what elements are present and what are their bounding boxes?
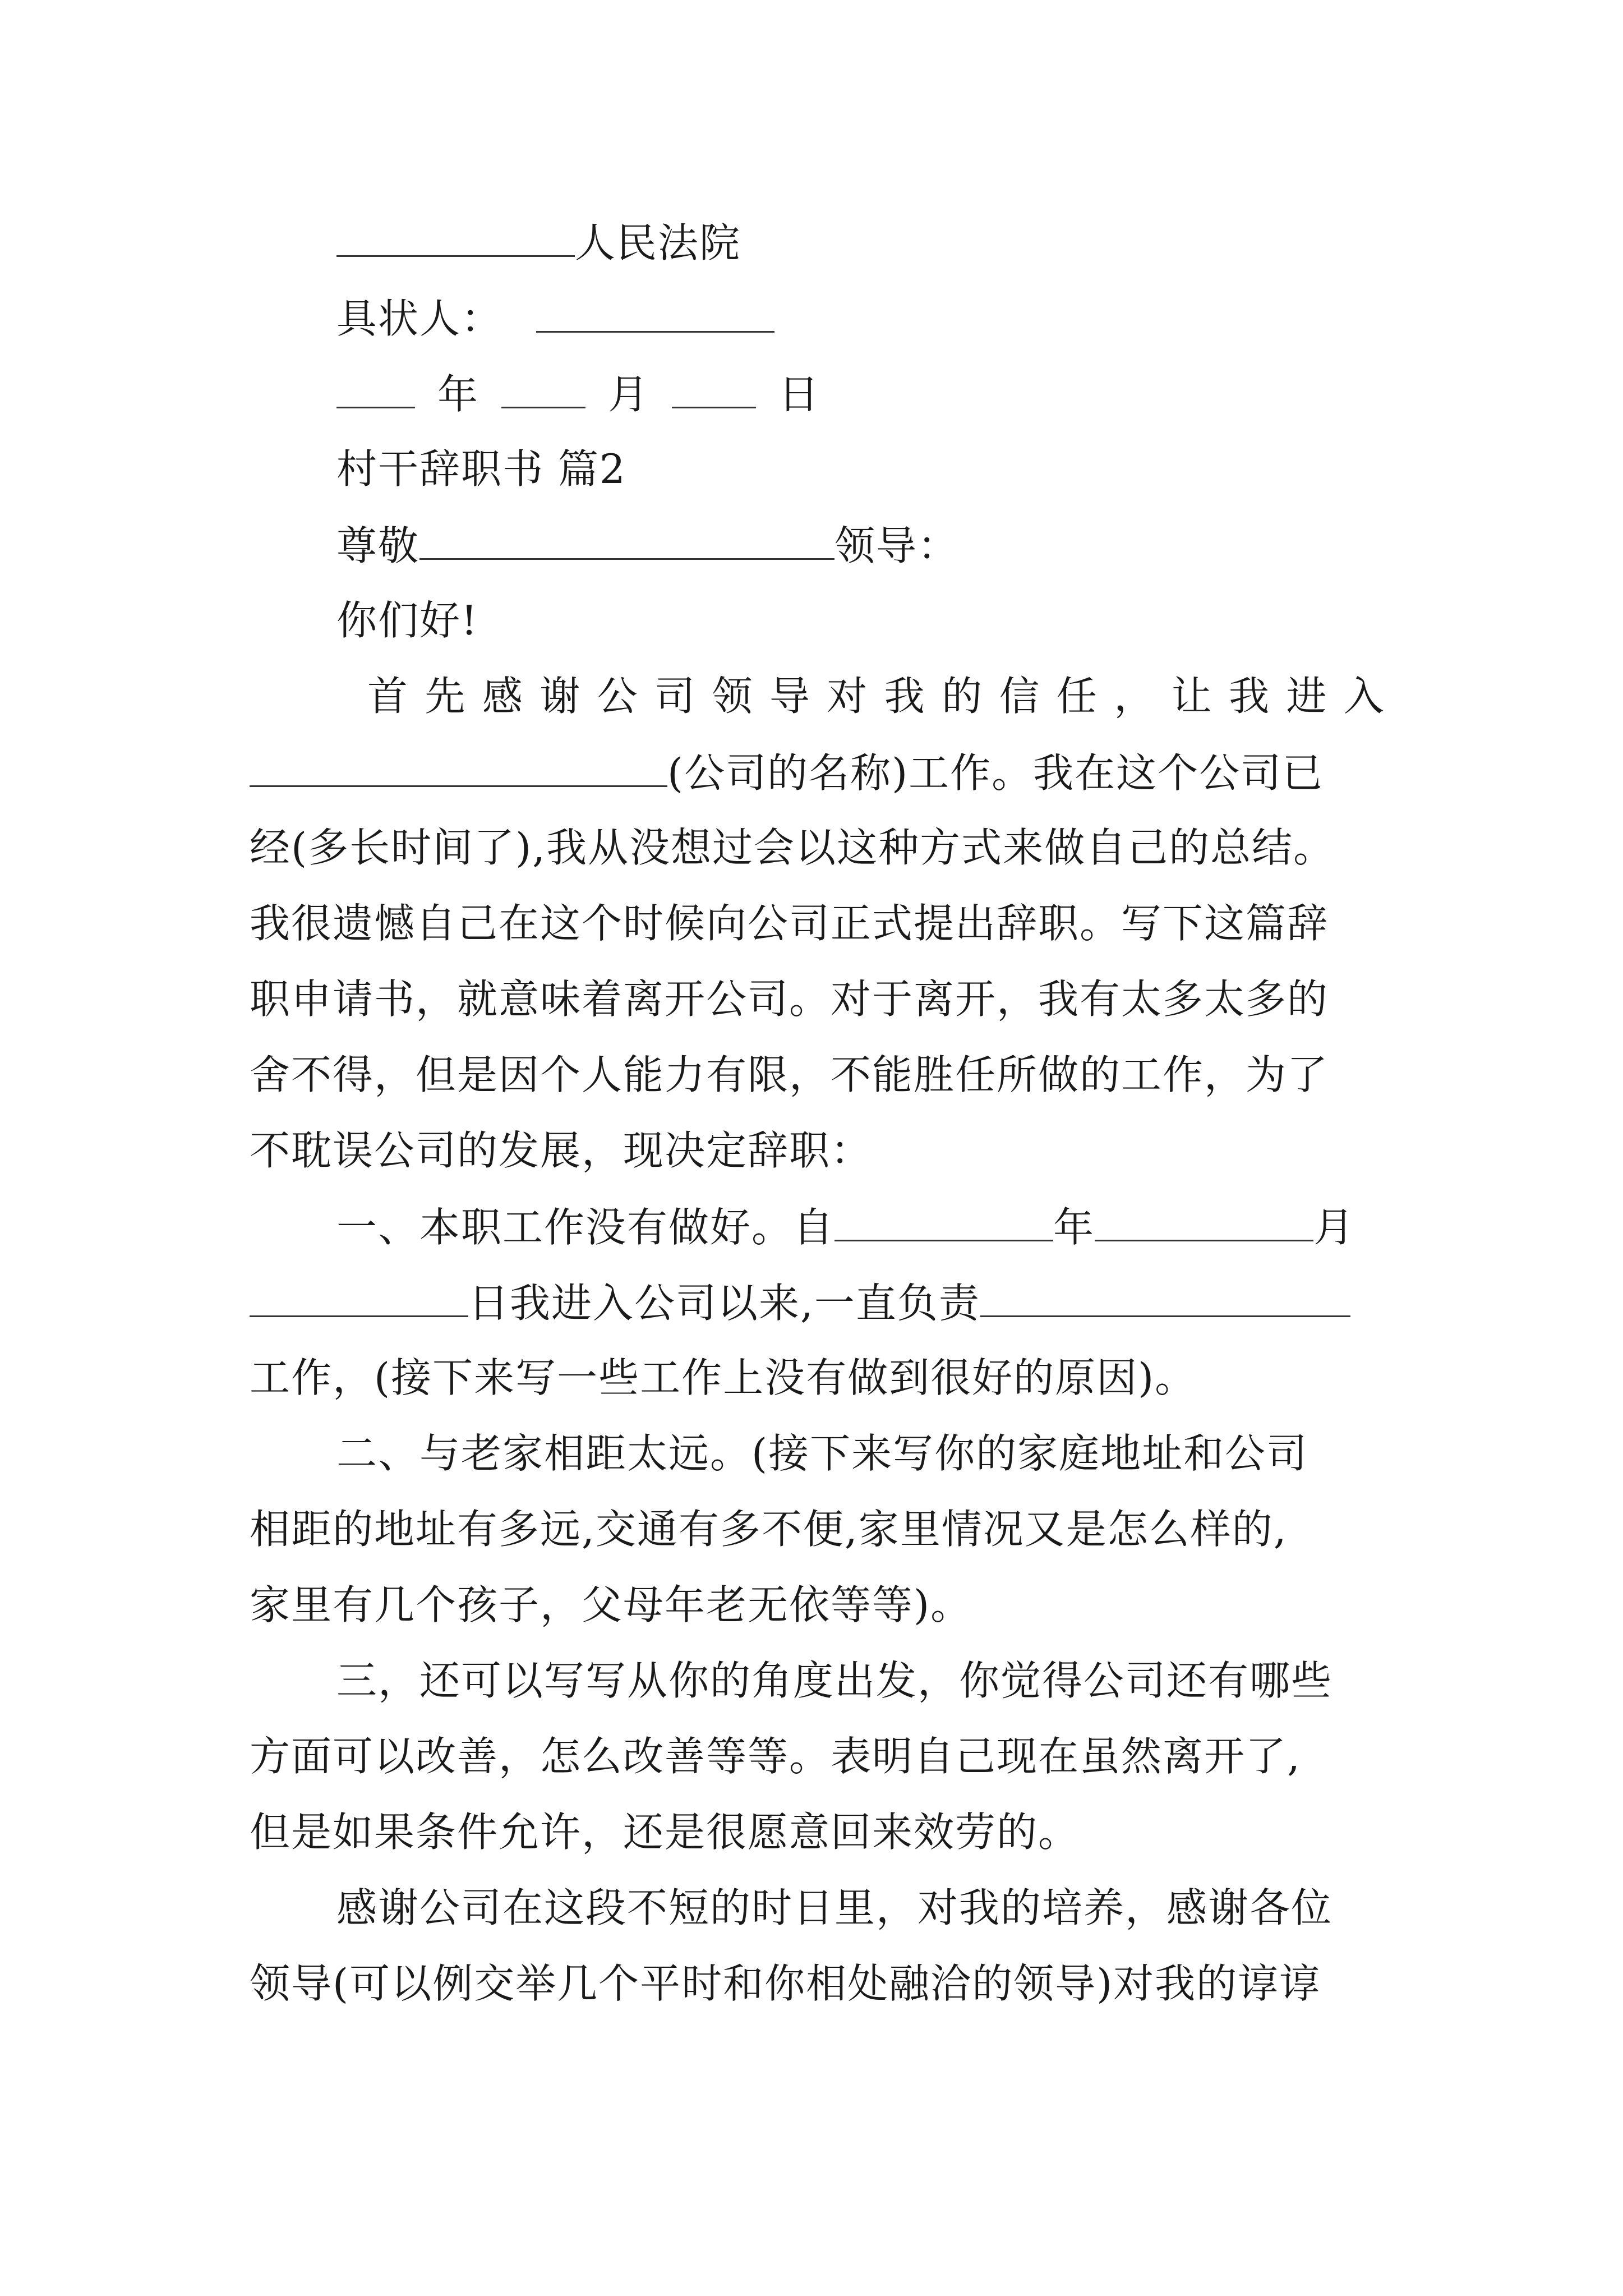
court-line	[336, 219, 741, 266]
p1-char: 任	[1056, 673, 1098, 720]
p2-line-2	[250, 1280, 1350, 1327]
p1-char: 先	[425, 673, 467, 720]
plaintiff-blank	[536, 297, 774, 333]
p3-line-1: 二、与老家相距太远。(接下来写你的家庭地址和公司	[336, 1430, 1308, 1477]
salutation-line	[336, 522, 960, 569]
p2-year-label: 年	[1053, 1204, 1095, 1251]
p4-line-2: 方面可以改善，怎么改善等等。表明自己现在虽然离开了,	[250, 1733, 1301, 1780]
p2-duty-blank	[980, 1282, 1350, 1317]
plaintiff-label: 具状人：	[336, 295, 503, 342]
p2-day-blank	[250, 1282, 468, 1317]
company-name-blank	[250, 752, 667, 787]
day-blank	[672, 373, 756, 408]
p1-char: 谢	[540, 673, 582, 720]
court-name-blank	[336, 222, 575, 257]
p1-char: 信	[999, 673, 1041, 720]
date-day-label: 日	[778, 371, 820, 418]
date-month-label: 月	[608, 371, 650, 418]
salutation-suffix: 领导：	[834, 522, 960, 569]
p5-line-1: 感谢公司在这段不短的时日里，对我的培养，感谢各位	[336, 1884, 1333, 1931]
p2-year-blank	[834, 1206, 1053, 1241]
p1-char: 的	[942, 673, 984, 720]
p3-line-3: 家里有几个孩子，父母年老无依等等)。	[250, 1581, 972, 1628]
p2-prefix: 一、本职工作没有做好。自	[336, 1204, 835, 1251]
p4-line-3: 但是如果条件允许，还是很愿意回来效劳的。	[250, 1809, 1080, 1856]
p1-char: 我	[884, 673, 926, 720]
p1-char: 入	[1343, 673, 1385, 720]
p1-char: 领	[712, 673, 754, 720]
p2-month-label: 月	[1313, 1204, 1355, 1251]
p1-line-7: 不耽误公司的发展，现决定辞职：	[250, 1127, 873, 1174]
p1-line-3: 经(多长时间了),我从没想过会以这种方式来做自己的总结。	[250, 824, 1335, 871]
p1-char: 公	[597, 673, 639, 720]
p1-line-4: 我很遗憾自己在这个时候向公司正式提出辞职。写下这篇辞	[250, 900, 1329, 947]
plaintiff-line	[336, 295, 774, 342]
p1-char: 导	[769, 673, 811, 720]
p1-char: 让	[1171, 673, 1213, 720]
greeting: 你们好!	[336, 597, 478, 644]
date-line	[336, 371, 820, 418]
p3-line-2: 相距的地址有多远,交通有多不便,家里情况又是怎么样的,	[250, 1506, 1288, 1553]
year-blank	[336, 373, 415, 408]
p1-line-2	[250, 749, 1324, 797]
p1-line-2-text: (公司的名称)工作。我在这个公司已	[667, 749, 1324, 797]
month-blank	[501, 373, 585, 408]
p1-char: 首	[367, 673, 409, 720]
p1-char: 进	[1286, 673, 1328, 720]
date-year-label: 年	[437, 371, 479, 418]
p1-char: ，	[1114, 673, 1156, 720]
p1-char: 我	[1229, 673, 1271, 720]
p1-char: 对	[827, 673, 869, 720]
section-title: 村干辞职书 篇2	[336, 445, 626, 493]
p1-char: 司	[654, 673, 697, 720]
p2-line-2-text: 日我进入公司以来,一直负责	[468, 1280, 980, 1327]
p2-line-1	[336, 1204, 1355, 1251]
p2-line-3: 工作，(接下来写一些工作上没有做到很好的原因)。	[250, 1354, 1197, 1401]
p1-line-5: 职申请书，就意味着离开公司。对于离开，我有太多太多的	[250, 976, 1329, 1023]
p5-line-2: 领导(可以例交举几个平时和你相处融洽的领导)对我的谆谆	[250, 1960, 1321, 2007]
p4-line-1: 三，还可以写写从你的角度出发，你觉得公司还有哪些	[336, 1657, 1333, 1704]
p1-char: 感	[482, 673, 524, 720]
p2-month-blank	[1095, 1206, 1313, 1241]
p1-line-1	[367, 673, 1385, 720]
p1-line-6: 舍不得，但是因个人能力有限，不能胜任所做的工作，为了	[250, 1051, 1329, 1098]
court-suffix: 人民法院	[575, 219, 741, 266]
salutation-blank	[419, 524, 834, 560]
salutation-prefix: 尊敬	[336, 522, 420, 569]
